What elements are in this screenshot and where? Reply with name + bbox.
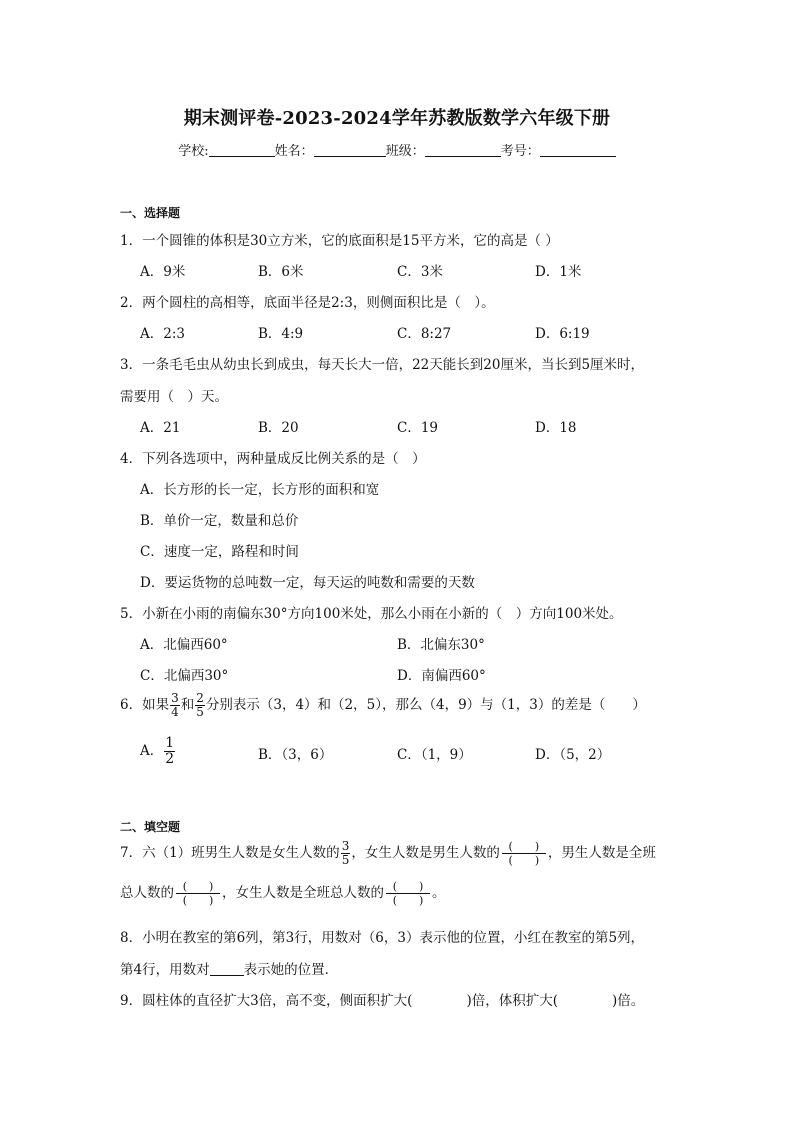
q7-fraction bbox=[341, 840, 351, 867]
q4-option-b[interactable]: B．单价一定，数量和总价 bbox=[140, 513, 299, 529]
q6-fraction-1-denominator: 4 bbox=[171, 705, 179, 719]
q6-suffix: 分别表示（3，4）和（2，5），那么（4，9）与（1，3）的差是（ ） bbox=[205, 697, 646, 713]
q6-option-a-label: A． bbox=[140, 743, 164, 759]
q7-blank-2-numerator: ( ) bbox=[176, 880, 220, 894]
class-label: 班级： bbox=[385, 144, 425, 159]
q3-option-d[interactable]: D．18 bbox=[535, 420, 577, 436]
q6-fraction-2 bbox=[195, 692, 205, 719]
question-3-line-1: 3．一条毛毛虫从幼虫长到成虫，每天长大一倍，22天能长到20厘米，当长到5厘米时， bbox=[120, 357, 645, 373]
q6-fraction-1 bbox=[170, 692, 180, 719]
q7-part2: ，女生人数是男生人数的 bbox=[351, 845, 500, 861]
number-field[interactable] bbox=[540, 143, 616, 157]
q7-fraction-denominator: 5 bbox=[341, 853, 350, 867]
q8-line2b: 表示她的位置． bbox=[243, 962, 339, 978]
q6-option-a-denominator: 2 bbox=[165, 751, 175, 767]
question-6 bbox=[120, 692, 646, 719]
q3-option-c[interactable]: C．19 bbox=[397, 420, 439, 436]
number-label: 考号： bbox=[500, 144, 540, 159]
q7-part5: ，女生人数是全班总人数的 bbox=[222, 885, 384, 901]
q6-prefix: 6．如果 bbox=[120, 697, 170, 713]
q7-part1: 7．六（1）班男生人数是女生人数的 bbox=[120, 845, 340, 861]
q1-option-c[interactable]: C．3米 bbox=[397, 264, 443, 280]
q6-and: 和 bbox=[180, 697, 195, 713]
q4-option-d[interactable]: D．要运货物的总吨数一定，每天运的吨数和需要的天数 bbox=[140, 575, 475, 591]
question-5: 5．小新在小雨的南偏东30°方向100米处，那么小雨在小新的（ ）方向100米处。 bbox=[120, 606, 623, 622]
question-9: 9．圆柱体的直径扩大3倍，高不变，侧面积扩大( )倍，体积扩大( )倍。 bbox=[120, 993, 645, 1009]
question-1: 1．一个圆锥的体积是30立方米，它的底面积是15平方米，它的高是（ ） bbox=[120, 233, 559, 249]
q3-option-b[interactable]: B．20 bbox=[258, 420, 299, 436]
q7-fraction-numerator: 3 bbox=[341, 839, 350, 853]
question-7-line-2 bbox=[120, 880, 446, 907]
q7-blank-2[interactable] bbox=[176, 880, 220, 907]
student-info-line bbox=[0, 140, 794, 159]
q6-option-d[interactable]: D．（5，2） bbox=[535, 747, 611, 763]
q7-blank-3-numerator: ( ) bbox=[386, 880, 430, 894]
q7-blank-1[interactable] bbox=[502, 840, 546, 867]
q6-option-a[interactable] bbox=[140, 736, 176, 767]
q7-blank-1-denominator: ( ) bbox=[508, 854, 540, 867]
q7-part6: 。 bbox=[432, 885, 446, 901]
q2-option-c[interactable]: C．8:27 bbox=[397, 326, 452, 342]
class-field[interactable] bbox=[425, 143, 501, 157]
q2-option-b[interactable]: B．4:9 bbox=[258, 326, 304, 342]
school-field[interactable] bbox=[209, 143, 275, 157]
section-choice-title: 一、选择题 bbox=[120, 206, 181, 220]
q1-option-d[interactable]: D．1米 bbox=[535, 264, 582, 280]
q7-blank-2-denominator: ( ) bbox=[182, 894, 214, 907]
q1-option-a[interactable]: A．9米 bbox=[140, 264, 186, 280]
q6-option-c[interactable]: C．（1，9） bbox=[397, 747, 472, 763]
q7-part4: 总人数的 bbox=[120, 885, 174, 901]
question-8-line-2 bbox=[120, 958, 338, 978]
q8-answer-blank[interactable] bbox=[210, 963, 244, 976]
question-4: 4．下列各选项中，两种量成反比例关系的是（ ） bbox=[120, 451, 426, 467]
q5-option-b[interactable]: B．北偏东30° bbox=[397, 637, 485, 653]
q8-line2a: 第4行，用数对 bbox=[120, 962, 210, 978]
section-fill-title: 二、填空题 bbox=[120, 820, 181, 834]
q7-blank-1-numerator: ( ) bbox=[502, 840, 546, 854]
q4-option-a[interactable]: A．长方形的长一定，长方形的面积和宽 bbox=[140, 482, 380, 498]
school-label: 学校: bbox=[178, 144, 209, 159]
q6-fraction-2-denominator: 5 bbox=[196, 705, 204, 719]
question-3-line-2: 需要用（ ）天。 bbox=[120, 389, 228, 405]
q5-option-c[interactable]: C．北偏西30° bbox=[140, 668, 229, 684]
question-8-line-1: 8．小明在教室的第6列，第3行，用数对（6，3）表示他的位置，小红在教室的第5列， bbox=[120, 930, 645, 946]
q7-blank-3[interactable] bbox=[386, 880, 430, 907]
q2-option-a[interactable]: A．2:3 bbox=[140, 326, 185, 342]
q6-option-a-numerator: 1 bbox=[165, 735, 175, 751]
q7-blank-3-denominator: ( ) bbox=[392, 894, 424, 907]
q5-option-d[interactable]: D．南偏西60° bbox=[397, 668, 486, 684]
q6-fraction-2-numerator: 2 bbox=[196, 691, 204, 705]
q4-option-c[interactable]: C．速度一定，路程和时间 bbox=[140, 544, 299, 560]
q5-option-a[interactable]: A．北偏西60° bbox=[140, 637, 228, 653]
q6-option-b[interactable]: B．（3，6） bbox=[258, 747, 333, 763]
q1-option-b[interactable]: B．6米 bbox=[258, 264, 304, 280]
question-2: 2．两个圆柱的高相等，底面半径是2:3，则侧面积比是（ ）。 bbox=[120, 295, 495, 311]
q6-option-a-fraction bbox=[164, 736, 175, 767]
name-label: 姓名： bbox=[274, 144, 314, 159]
exam-title: 期末测评卷-2023-2024学年苏教版数学六年级下册 bbox=[183, 108, 611, 129]
q6-fraction-1-numerator: 3 bbox=[171, 691, 179, 705]
q7-part3: ，男生人数是全班 bbox=[547, 845, 656, 861]
name-field[interactable] bbox=[314, 143, 386, 157]
q2-option-d[interactable]: D．6:19 bbox=[535, 326, 590, 342]
question-7-line-1 bbox=[120, 840, 656, 867]
q3-option-a[interactable]: A．21 bbox=[140, 420, 181, 436]
